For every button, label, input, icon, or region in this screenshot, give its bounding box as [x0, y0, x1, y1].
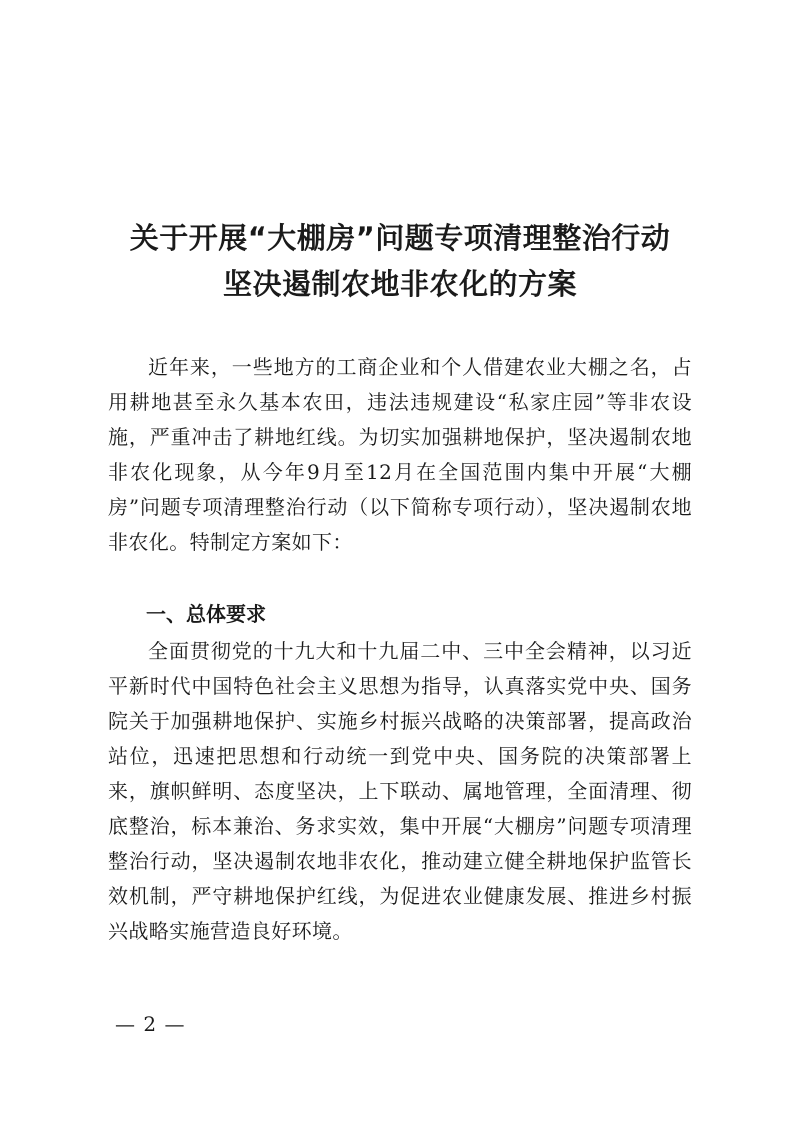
intro-paragraph-block [108, 350, 692, 560]
page-number: — 2 — [115, 1012, 186, 1036]
document-title-line-2: 坚决遏制农地非农化的方案 [222, 267, 577, 301]
requirements-paragraph: 全面贯彻党的十九大和十九届二中、三中全会精神，以习近平新时代中国特色社会主义思想为指导，认真落实党中央、国务院关于加强耕地保护、实施乡村振兴战略的决策部署，提高政治站位，迅速把思想和行动统一到党中央、国务院的决策部署上来，旗帜鲜明、态度坚决，上下联动、属地管理，全面清理、彻底整治，标本兼治、务求实效，集中开展“大棚房”问题专项清理整治行动，坚决遏制农地非农化，推动建立健全耕地保护监管长效机制，严守耕地保护红线，为促进农业健康发展、推进乡村振兴战略实施营造良好环境。 [108, 639, 692, 943]
section-heading: 一、总体要求 [146, 602, 266, 626]
document-title-line-1: 关于开展“大棚房”问题专项清理整治行动 [129, 221, 671, 255]
intro-paragraph: 近年来，一些地方的工商企业和个人借建农业大棚之名，占用耕地甚至永久基本农田，违法违规建设“私家庄园”等非农设施，严重冲击了耕地红线。为切实加强耕地保护，坚决遏制农地非农化现象，从今年9月至12月在全国范围内集中开展“大棚房”问题专项清理整治行动（以下简称专项行动），坚决遏制农地非农化。特制定方案如下： [108, 355, 692, 554]
requirements-paragraph-block [108, 634, 692, 949]
